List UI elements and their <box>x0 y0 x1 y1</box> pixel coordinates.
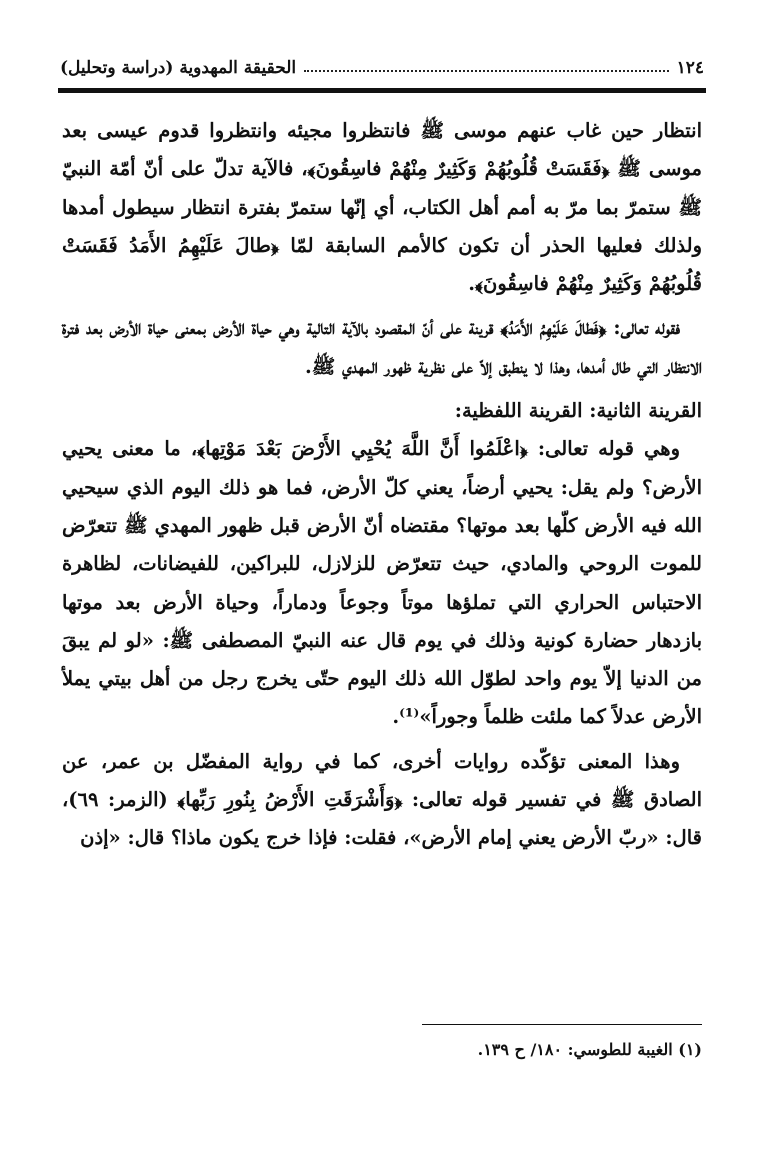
footnote-rule <box>422 1024 702 1025</box>
paragraph-3: وهي قوله تعالى: ﴿اعْلَمُوا أَنَّ اللَّهَ يُحْيِي الأَرْضَ بَعْدَ مَوْتِها﴾، ما معنى يحيي الأرض؟ ولم يقل: يحيي أرضاً، يعني كلّ الأرض، فما هو ذلك اليوم الذي سيحيي الله فيه الأرض كلّها بعد موتها؟ مقتضاه أنّ الأرض قبل ظهور المهدي ﷺ تتعرّض للموت الروحي والمادي، حيث تتعرّض للزلازل، للبراكين، للفيضانات، لظاهرة الاحتباس الحراري التي تملؤها موتاً وجوعاً ودماراً، وحياة الأرض بعد موتها بازدهار حضارة كونية وذلك في يوم قال عنه النبيّ المصطفى ﷺ: «لو لم يبقَ من الدنيا إلاّ يوم واحد لطوّل الله ذلك اليوم حتّى يخرج رجل من أهل بيتي يملأ الأرض عدلاً كما ملئت ظلماً وجوراً»⁽¹⁾. <box>62 437 702 729</box>
section-heading: القرينة الثانية: القرينة اللفظية: <box>454 399 702 423</box>
page-header <box>60 44 704 78</box>
footnote: (١) الغيبة للطوسي: ١٨٠/ ح ١٣٩. <box>477 1040 702 1059</box>
paragraph-2: فقوله تعالى: ﴿فَطالَ عَلَيْهِمُ الأَمَدُ﴾ قرينة على أنّ المقصود بالآية التالية وهي حياة الأرض بمعنى حياة الأرض بعد فترة الانتظار التي طال أمدها، وهذا لا ينطبق إلاّ على نظرية ظهور المهدي ﷺ. <box>62 316 702 378</box>
paragraph-4: وهذا المعنى تؤكّده روايات أخرى، كما في رواية المفضّل بن عمر، عن الصادق ﷺ في تفسير قوله تعالى: ﴿وَأَشْرَقَتِ الأَرْضُ بِنُورِ رَبِّها﴾ (الزمر: ٦٩)، قال: «ربّ الأرض يعني إمام الأرض»، فقلت: فإذا خرج يكون ماذا؟ قال: «إذن <box>62 749 702 850</box>
running-title: الحقيقة المهدوية (دراسة وتحليل) <box>60 58 297 78</box>
header-rule <box>58 88 706 93</box>
page-number: ١٢٤ <box>676 58 704 78</box>
paragraph-1: انتظار حين غاب عنهم موسى ﷺ فانتظروا مجيئه وانتظروا قدوم عيسى بعد موسى ﷺ ﴿فَقَسَتْ قُلُوبُهُمْ وَكَثِيرٌ مِنْهُمْ فاسِقُونَ﴾، فالآية تدلّ على أنّ أمّة النبيّ ﷺ ستمرّ بما مرّ به أمم أهل الكتاب، أي إنّها ستمرّ بفترة انتظار سيطول أمدها ولذلك فعليها الحذر أن تكون كالأمم السابقة لمّا ﴿طالَ عَلَيْهِمُ الأَمَدُ فَقَسَتْ قُلُوبُهُمْ وَكَثِيرٌ مِنْهُمْ فاسِقُونَ﴾. <box>62 119 702 296</box>
main-text <box>62 112 702 858</box>
header-dotted-leader <box>304 70 668 72</box>
